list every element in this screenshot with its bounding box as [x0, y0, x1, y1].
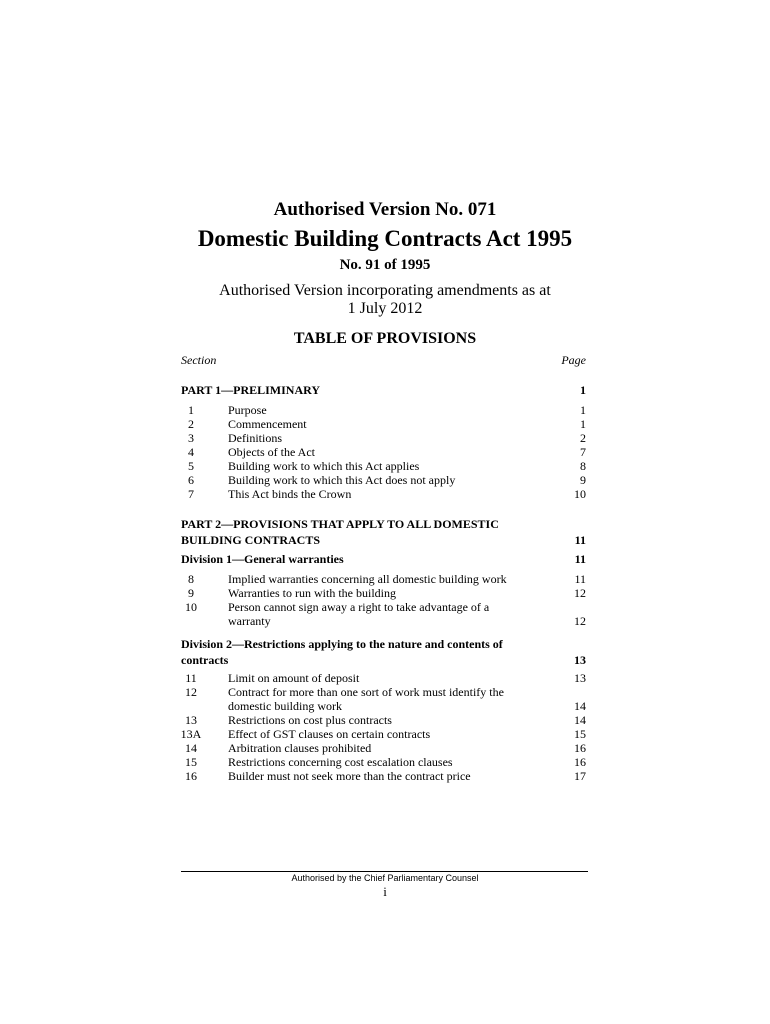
section-title[interactable]: Objects of the Act — [228, 445, 315, 459]
section-number: 5 — [188, 459, 194, 473]
section-page: 9 — [580, 473, 586, 487]
section-title[interactable]: Builder must not seek more than the contract price — [228, 769, 471, 783]
footer-page-number: i — [383, 884, 387, 899]
section-number: 3 — [188, 431, 194, 445]
section-number: 11 — [185, 671, 197, 685]
section-number: 15 — [185, 755, 197, 769]
section-title[interactable]: Implied warranties concerning all domestic building work — [228, 572, 507, 586]
authorised-version: Authorised Version No. 071 — [273, 199, 497, 220]
section-number: 13 — [185, 713, 197, 727]
section-number: 16 — [185, 769, 197, 783]
section-number: 12 — [185, 685, 197, 699]
act-number: No. 91 of 1995 — [339, 257, 431, 273]
section-page: 10 — [574, 487, 586, 501]
section-page: 12 — [574, 586, 586, 600]
section-title[interactable]: Building work to which this Act applies — [228, 459, 420, 473]
section-title[interactable]: Purpose — [228, 403, 267, 417]
section-page: 14 — [574, 699, 586, 713]
footer-divider — [181, 871, 588, 872]
section-title[interactable]: Building work to which this Act does not apply — [228, 473, 456, 487]
section-number: 6 — [188, 473, 194, 487]
part1-page: 1 — [580, 383, 586, 397]
section-number: 8 — [188, 572, 194, 586]
part2-title-line-1: PART 2—PROVISIONS THAT APPLY TO ALL DOMESTIC — [181, 517, 499, 531]
section-title[interactable]: Definitions — [228, 431, 282, 445]
section-page: 1 — [580, 403, 586, 417]
part2-page: 11 — [574, 533, 586, 547]
section-page: 16 — [574, 755, 586, 769]
section-column-header: Section — [181, 353, 217, 367]
division2-title[interactable] — [181, 636, 503, 668]
section-number: 7 — [188, 487, 194, 501]
section-title-continued[interactable]: warranty — [228, 614, 271, 628]
act-title: Domestic Building Contracts Act 1995 — [197, 226, 573, 251]
toc-title: TABLE OF PROVISIONS — [293, 330, 477, 347]
section-page: 12 — [574, 614, 586, 628]
amendment-line-1: Authorised Version incorporating amendments as at — [219, 282, 551, 299]
part2-title[interactable] — [181, 516, 499, 548]
section-title[interactable]: Person cannot sign away a right to take advantage of a — [228, 600, 490, 614]
section-page: 14 — [574, 713, 586, 727]
section-title[interactable]: Arbitration clauses prohibited — [228, 741, 372, 755]
section-page: 7 — [580, 445, 586, 459]
division2-title-line-1: Division 2—Restrictions applying to the nature and contents of — [181, 637, 503, 651]
section-page: 11 — [574, 572, 586, 586]
section-title[interactable]: Restrictions concerning cost escalation clauses — [228, 755, 453, 769]
section-page: 16 — [574, 741, 586, 755]
section-title[interactable]: Contract for more than one sort of work must identify the — [228, 685, 504, 699]
section-title[interactable]: This Act binds the Crown — [228, 487, 352, 501]
section-number: 10 — [185, 600, 197, 614]
section-number: 9 — [188, 586, 194, 600]
page-column-header: Page — [561, 353, 586, 367]
section-page: 8 — [580, 459, 586, 473]
section-title[interactable]: Commencement — [228, 417, 307, 431]
section-title[interactable]: Restrictions on cost plus contracts — [228, 713, 392, 727]
part1-title[interactable]: PART 1—PRELIMINARY — [181, 383, 321, 397]
section-number: 14 — [185, 741, 197, 755]
section-title[interactable]: Limit on amount of deposit — [228, 671, 360, 685]
section-number: 13A — [180, 727, 202, 741]
footer-text: Authorised by the Chief Parliamentary Counsel — [291, 873, 479, 883]
section-number: 1 — [188, 403, 194, 417]
section-title[interactable]: Effect of GST clauses on certain contracts — [228, 727, 431, 741]
division1-title[interactable]: Division 1—General warranties — [181, 552, 344, 566]
section-number: 4 — [188, 445, 194, 459]
part2-title-line-2: BUILDING CONTRACTS — [181, 533, 321, 547]
amendment-line-2: 1 July 2012 — [347, 300, 423, 317]
section-page: 2 — [580, 431, 586, 445]
section-page: 17 — [574, 769, 586, 783]
section-title[interactable]: Warranties to run with the building — [228, 586, 396, 600]
section-page: 13 — [574, 671, 586, 685]
section-page: 1 — [580, 417, 586, 431]
division2-page: 13 — [574, 653, 586, 667]
section-page: 15 — [574, 727, 586, 741]
section-number: 2 — [188, 417, 194, 431]
division2-title-line-2: contracts — [181, 653, 229, 667]
division1-page: 11 — [574, 552, 586, 566]
section-title-continued[interactable]: domestic building work — [228, 699, 342, 713]
amendment-note — [0, 282, 770, 318]
